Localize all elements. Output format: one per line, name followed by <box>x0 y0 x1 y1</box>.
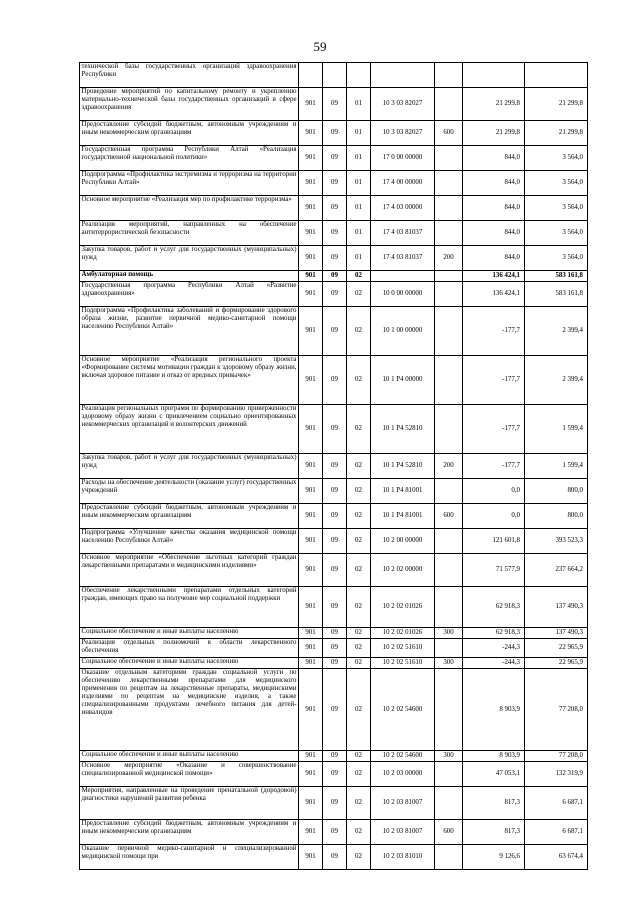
amount-first: 71 577,9 <box>463 554 525 587</box>
row-description: Закупка товаров, работ и услуг для государственных (муниципальных) нужд <box>80 454 299 479</box>
target-article-code: 10 2 02 51610 <box>371 639 435 658</box>
amount-second: 3 564,0 <box>525 171 588 196</box>
amount-first: 8 903,9 <box>463 669 525 751</box>
subsection-code: 01 <box>347 196 371 221</box>
amount-second <box>525 63 588 88</box>
table-row <box>80 196 588 221</box>
row-description: Реализация мероприятий, направленных на обеспечение антитеррористической безопасности <box>80 221 299 246</box>
expense-type-code: 600 <box>435 121 463 146</box>
table-row <box>80 221 588 246</box>
ministry-code: 901 <box>299 196 323 221</box>
amount-first <box>463 63 525 88</box>
table-row <box>80 529 588 554</box>
row-description: Подпрограмма «Профилактика экстремизма и терроризма на территории Республики Алтай» <box>80 171 299 196</box>
expense-type-code <box>435 529 463 554</box>
ministry-code: 901 <box>299 246 323 271</box>
amount-first: -244,3 <box>463 639 525 658</box>
row-description: Основное мероприятие «Реализация мер по профилактике терроризма» <box>80 196 299 221</box>
target-article-code: 10 1 00 00000 <box>371 307 435 356</box>
section-code: 09 <box>323 121 347 146</box>
ministry-code: 901 <box>299 504 323 529</box>
amount-second: 137 490,3 <box>525 628 588 639</box>
target-article-code: 10 2 03 81007 <box>371 787 435 820</box>
row-description: Социальное обеспечение и иные выплаты населению <box>80 751 299 762</box>
table-row <box>80 88 588 121</box>
amount-first: 21 299,8 <box>463 121 525 146</box>
ministry-code: 901 <box>299 271 323 282</box>
expense-type-code <box>435 639 463 658</box>
table-row <box>80 554 588 587</box>
section-code: 09 <box>323 221 347 246</box>
table-row <box>80 820 588 845</box>
section-code: 09 <box>323 282 347 307</box>
ministry-code: 901 <box>299 171 323 196</box>
expense-type-code <box>435 356 463 405</box>
table-row <box>80 146 588 171</box>
amount-second: 3 564,0 <box>525 196 588 221</box>
subsection-code: 02 <box>347 554 371 587</box>
section-code: 09 <box>323 628 347 639</box>
amount-second: 2 399,4 <box>525 356 588 405</box>
section-code: 09 <box>323 554 347 587</box>
budget-table-body <box>80 63 588 870</box>
table-row <box>80 307 588 356</box>
target-article-code: 17 4 03 81037 <box>371 246 435 271</box>
table-row <box>80 405 588 454</box>
ministry-code: 901 <box>299 221 323 246</box>
expense-type-code <box>435 669 463 751</box>
row-description: Амбулаторная помощь <box>80 271 299 282</box>
ministry-code: 901 <box>299 658 323 669</box>
ministry-code: 901 <box>299 787 323 820</box>
table-row <box>80 587 588 628</box>
amount-second: 137 490,3 <box>525 587 588 628</box>
row-description: Государственная программа Республики Алтай «Развитие здравоохранения» <box>80 282 299 307</box>
amount-second: 77 208,0 <box>525 669 588 751</box>
ministry-code <box>299 63 323 88</box>
section-code: 09 <box>323 356 347 405</box>
expense-type-code <box>435 171 463 196</box>
table-row <box>80 121 588 146</box>
section-code: 09 <box>323 751 347 762</box>
section-code: 09 <box>323 171 347 196</box>
section-code: 09 <box>323 454 347 479</box>
subsection-code: 02 <box>347 356 371 405</box>
amount-first: 844,0 <box>463 146 525 171</box>
subsection-code: 02 <box>347 307 371 356</box>
target-article-code: 10 2 02 00000 <box>371 554 435 587</box>
subsection-code: 01 <box>347 221 371 246</box>
amount-second: 3 564,0 <box>525 146 588 171</box>
ministry-code: 901 <box>299 845 323 870</box>
expense-type-code <box>435 196 463 221</box>
amount-second: 3 564,0 <box>525 246 588 271</box>
target-article-code: 10 1 P4 81001 <box>371 504 435 529</box>
row-description: Основное мероприятие «Обеспечение льготных категорий граждан лекарственными препаратами и медицинскими изделиями» <box>80 554 299 587</box>
target-article-code: 10 0 00 00000 <box>371 282 435 307</box>
target-article-code: 17 4 03 81037 <box>371 221 435 246</box>
subsection-code: 02 <box>347 282 371 307</box>
section-code: 09 <box>323 820 347 845</box>
amount-first: 62 918,3 <box>463 587 525 628</box>
amount-second: 21 299,8 <box>525 121 588 146</box>
amount-second: 3 564,0 <box>525 221 588 246</box>
section-code: 09 <box>323 196 347 221</box>
section-code: 09 <box>323 271 347 282</box>
ministry-code: 901 <box>299 121 323 146</box>
expense-type-code: 300 <box>435 628 463 639</box>
target-article-code: 10 1 P4 81001 <box>371 479 435 504</box>
row-description: Основное мероприятие «Оказание и совершенствование специализированной медицинской помощи» <box>80 762 299 787</box>
expense-type-code: 200 <box>435 246 463 271</box>
amount-first: -244,3 <box>463 658 525 669</box>
expense-type-code: 600 <box>435 504 463 529</box>
subsection-code: 01 <box>347 88 371 121</box>
amount-first: 136 424,1 <box>463 282 525 307</box>
subsection-code: 02 <box>347 845 371 870</box>
target-article-code: 10 2 02 54600 <box>371 669 435 751</box>
table-row <box>80 454 588 479</box>
budget-table <box>79 62 588 870</box>
subsection-code: 02 <box>347 405 371 454</box>
amount-first: 21 299,8 <box>463 88 525 121</box>
ministry-code: 901 <box>299 454 323 479</box>
expense-type-code: 600 <box>435 820 463 845</box>
table-row <box>80 271 588 282</box>
target-article-code: 10 2 03 81007 <box>371 820 435 845</box>
amount-first: 817,3 <box>463 787 525 820</box>
ministry-code: 901 <box>299 554 323 587</box>
table-row <box>80 504 588 529</box>
expense-type-code <box>435 282 463 307</box>
table-row <box>80 751 588 762</box>
row-description: Обеспечение лекарственными препаратами отдельных категорий граждан, имеющих право на получение мер социальной поддержки <box>80 587 299 628</box>
amount-second: 1 599,4 <box>525 405 588 454</box>
table-row <box>80 669 588 751</box>
row-description: Расходы на обеспечение деятельности (оказание услуг) государственных учреждений <box>80 479 299 504</box>
amount-first: 9 126,6 <box>463 845 525 870</box>
ministry-code: 901 <box>299 529 323 554</box>
subsection-code: 02 <box>347 669 371 751</box>
target-article-code: 10 2 02 51610 <box>371 658 435 669</box>
table-row <box>80 356 588 405</box>
amount-second: 22 965,9 <box>525 639 588 658</box>
section-code: 09 <box>323 669 347 751</box>
ministry-code: 901 <box>299 405 323 454</box>
ministry-code: 901 <box>299 628 323 639</box>
expense-type-code <box>435 307 463 356</box>
target-article-code: 17 0 00 00000 <box>371 146 435 171</box>
subsection-code: 01 <box>347 171 371 196</box>
amount-first: 844,0 <box>463 221 525 246</box>
amount-first: 0,0 <box>463 504 525 529</box>
table-row <box>80 479 588 504</box>
subsection-code: 02 <box>347 639 371 658</box>
amount-first: -177,7 <box>463 454 525 479</box>
row-description: Предоставление субсидий бюджетным, автономным учреждениям и иным некоммерческим организациям <box>80 820 299 845</box>
target-article-code: 10 1 P4 52810 <box>371 405 435 454</box>
table-row <box>80 762 588 787</box>
ministry-code: 901 <box>299 282 323 307</box>
ministry-code: 901 <box>299 88 323 121</box>
row-description: технической базы государственных организаций здравоохранения Республики <box>80 63 299 88</box>
row-description: Реализация отдельных полномочий в области лекарственного обеспечения <box>80 639 299 658</box>
ministry-code: 901 <box>299 356 323 405</box>
section-code: 09 <box>323 639 347 658</box>
target-article-code: 10 2 03 00000 <box>371 762 435 787</box>
target-article-code: 10 2 02 01026 <box>371 587 435 628</box>
subsection-code <box>347 63 371 88</box>
ministry-code: 901 <box>299 751 323 762</box>
row-description: Подпрограмма «Профилактика заболеваний и формирование здорового образа жизни, развитие первичной медико-санитарной помощи населению Республики Алтай» <box>80 307 299 356</box>
expense-type-code: 300 <box>435 658 463 669</box>
ministry-code: 901 <box>299 479 323 504</box>
row-description: Социальное обеспечение и иные выплаты населению <box>80 628 299 639</box>
ministry-code: 901 <box>299 146 323 171</box>
target-article-code: 10 3 03 82027 <box>371 121 435 146</box>
amount-second: 21 299,8 <box>525 88 588 121</box>
table-row <box>80 282 588 307</box>
amount-second: 2 399,4 <box>525 307 588 356</box>
ministry-code: 901 <box>299 307 323 356</box>
expense-type-code <box>435 587 463 628</box>
section-code: 09 <box>323 479 347 504</box>
ministry-code: 901 <box>299 639 323 658</box>
amount-second: 237 664,2 <box>525 554 588 587</box>
target-article-code: 10 2 02 01026 <box>371 628 435 639</box>
subsection-code: 01 <box>347 146 371 171</box>
subsection-code: 01 <box>347 121 371 146</box>
row-description: Проведение мероприятий по капитальному ремонту и укреплению материально-технической базы государственных организаций в сфере здравоохранения <box>80 88 299 121</box>
row-description: Реализация региональных программ по формированию приверженности здоровому образу жизни с привлечением социально ориентированных некоммерческих организаций и волонтерских движений <box>80 405 299 454</box>
subsection-code: 02 <box>347 628 371 639</box>
amount-first: 0,0 <box>463 479 525 504</box>
row-description: Оказание отдельным категориям граждан социальной услуги по обеспечению лекарственными препаратами для медицинского применения по рецептам на лекарственные препараты, медицинскими изделиями по рецептам на медицинские изделия, а также специализированными продуктами лечебного питания для детей-инвалидов <box>80 669 299 751</box>
amount-first: 121 601,8 <box>463 529 525 554</box>
section-code: 09 <box>323 307 347 356</box>
subsection-code: 02 <box>347 820 371 845</box>
row-description: Предоставление субсидий бюджетным, автономным учреждениям и иным некоммерческим организациям <box>80 121 299 146</box>
section-code: 09 <box>323 845 347 870</box>
expense-type-code <box>435 554 463 587</box>
ministry-code: 901 <box>299 587 323 628</box>
subsection-code: 02 <box>347 762 371 787</box>
row-description: Закупка товаров, работ и услуг для государственных (муниципальных) нужд <box>80 246 299 271</box>
section-code: 09 <box>323 146 347 171</box>
expense-type-code <box>435 271 463 282</box>
subsection-code: 02 <box>347 271 371 282</box>
target-article-code: 10 1 P4 00000 <box>371 356 435 405</box>
expense-type-code <box>435 221 463 246</box>
section-code: 09 <box>323 529 347 554</box>
expense-type-code <box>435 479 463 504</box>
section-code: 09 <box>323 88 347 121</box>
ministry-code: 901 <box>299 820 323 845</box>
target-article-code: 10 3 03 82027 <box>371 88 435 121</box>
amount-second: 132 319,9 <box>525 762 588 787</box>
amount-second: 800,0 <box>525 504 588 529</box>
amount-second: 583 161,8 <box>525 282 588 307</box>
subsection-code: 02 <box>347 529 371 554</box>
target-article-code: 10 2 00 00000 <box>371 529 435 554</box>
subsection-code: 02 <box>347 454 371 479</box>
amount-first: 844,0 <box>463 171 525 196</box>
page-number: 59 <box>313 39 327 54</box>
target-article-code: 10 2 02 54600 <box>371 751 435 762</box>
target-article-code: 17 4 00 00000 <box>371 171 435 196</box>
expense-type-code <box>435 845 463 870</box>
section-code: 09 <box>323 587 347 628</box>
section-code: 09 <box>323 405 347 454</box>
section-code: 09 <box>323 246 347 271</box>
table-row <box>80 63 588 88</box>
amount-first: 8 903,9 <box>463 751 525 762</box>
expense-type-code: 300 <box>435 751 463 762</box>
section-code: 09 <box>323 504 347 529</box>
table-row <box>80 658 588 669</box>
amount-second: 393 523,3 <box>525 529 588 554</box>
subsection-code: 01 <box>347 246 371 271</box>
table-row <box>80 171 588 196</box>
target-article-code: 17 4 03 00000 <box>371 196 435 221</box>
ministry-code: 901 <box>299 762 323 787</box>
expense-type-code <box>435 787 463 820</box>
amount-first: -177,7 <box>463 356 525 405</box>
amount-first: 62 918,3 <box>463 628 525 639</box>
ministry-code: 901 <box>299 669 323 751</box>
amount-second: 6 687,1 <box>525 787 588 820</box>
target-article-code: 10 1 P4 52810 <box>371 454 435 479</box>
table-row <box>80 246 588 271</box>
amount-first: 844,0 <box>463 196 525 221</box>
amount-first: -177,7 <box>463 307 525 356</box>
amount-second: 63 674,4 <box>525 845 588 870</box>
subsection-code: 02 <box>347 787 371 820</box>
row-description: Социальное обеспечение и иные выплаты населению <box>80 658 299 669</box>
section-code <box>323 63 347 88</box>
subsection-code: 02 <box>347 504 371 529</box>
amount-second: 1 599,4 <box>525 454 588 479</box>
expense-type-code <box>435 405 463 454</box>
row-description: Государственная программа Республики Алтай «Реализация государственной национальной политики» <box>80 146 299 171</box>
expense-type-code <box>435 762 463 787</box>
expense-type-code <box>435 63 463 88</box>
section-code: 09 <box>323 787 347 820</box>
section-code: 09 <box>323 762 347 787</box>
table-row <box>80 787 588 820</box>
amount-first: 47 053,1 <box>463 762 525 787</box>
amount-first: -177,7 <box>463 405 525 454</box>
amount-first: 844,0 <box>463 246 525 271</box>
amount-first: 136 424,1 <box>463 271 525 282</box>
amount-second: 583 161,8 <box>525 271 588 282</box>
row-description: Мероприятия, направленные на проведение пренатальной (дородовой) диагностики нарушений развития ребенка <box>80 787 299 820</box>
amount-second: 800,0 <box>525 479 588 504</box>
row-description: Основное мероприятие «Реализация регионального проекта «Формирование системы мотивации граждан к здоровому образу жизни, включая здоровое питание и отказ от вредных привычек» <box>80 356 299 405</box>
row-description: Предоставление субсидий бюджетным, автономным учреждениям и иным некоммерческим организациям <box>80 504 299 529</box>
subsection-code: 02 <box>347 751 371 762</box>
target-article-code <box>371 271 435 282</box>
row-description: Оказание первичной медико-санитарной и специализированной медицинской помощи при <box>80 845 299 870</box>
table-row <box>80 639 588 658</box>
expense-type-code: 200 <box>435 454 463 479</box>
amount-first: 817,3 <box>463 820 525 845</box>
target-article-code <box>371 63 435 88</box>
expense-type-code <box>435 146 463 171</box>
target-article-code: 10 2 03 81010 <box>371 845 435 870</box>
row-description: Подпрограмма «Улучшение качества оказания медицинской помощи населению Республики Алтай» <box>80 529 299 554</box>
amount-second: 22 965,9 <box>525 658 588 669</box>
table-row <box>80 845 588 870</box>
subsection-code: 02 <box>347 587 371 628</box>
subsection-code: 02 <box>347 658 371 669</box>
expense-type-code <box>435 88 463 121</box>
section-code: 09 <box>323 658 347 669</box>
subsection-code: 02 <box>347 479 371 504</box>
table-row <box>80 628 588 639</box>
amount-second: 77 208,0 <box>525 751 588 762</box>
amount-second: 6 687,1 <box>525 820 588 845</box>
